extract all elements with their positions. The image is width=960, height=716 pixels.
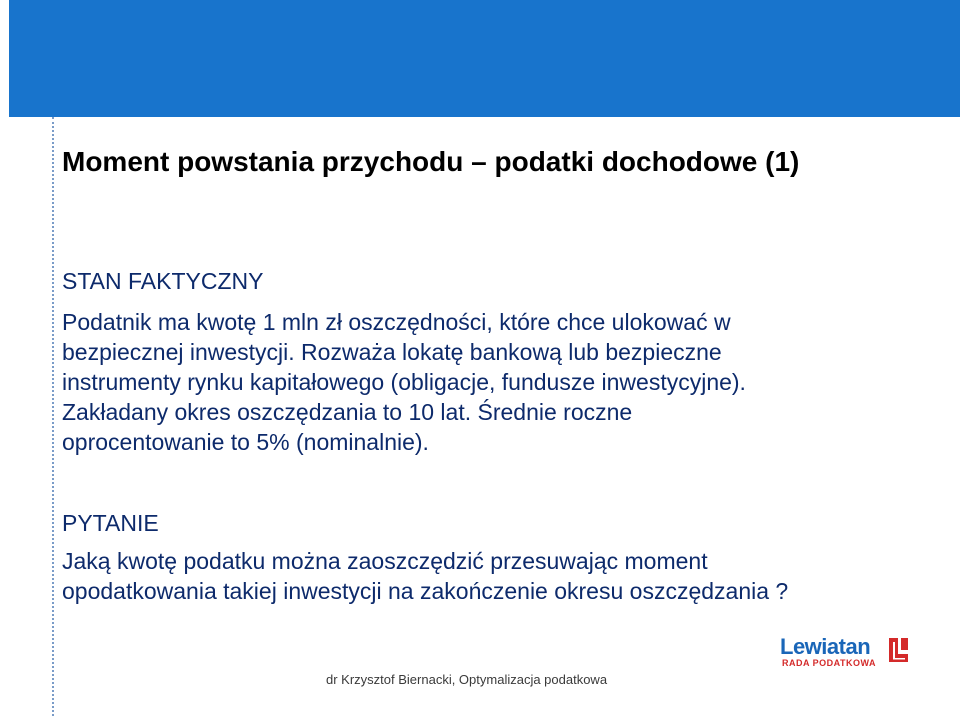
facts-line: bezpiecznej inwestycji. Rozważa lokatę bankową lub bezpieczne bbox=[62, 339, 722, 365]
lewiatan-mark-icon bbox=[886, 636, 912, 666]
question-paragraph bbox=[62, 546, 788, 606]
question-heading: PYTANIE bbox=[62, 510, 159, 536]
facts-line: instrumenty rynku kapitałowego (obligacje, fundusze inwestycyjne). bbox=[62, 369, 746, 395]
header-band bbox=[9, 0, 960, 117]
facts-heading: STAN FAKTYCZNY bbox=[62, 268, 264, 294]
facts-paragraph bbox=[62, 307, 746, 457]
lewiatan-logo bbox=[780, 636, 912, 670]
question-line: Jaką kwotę podatku można zaoszczędzić przesuwając moment bbox=[62, 548, 708, 574]
logo-name: Lewiatan bbox=[780, 634, 871, 659]
footer-credit: dr Krzysztof Biernacki, Optymalizacja podatkowa bbox=[326, 672, 608, 687]
logo-subtitle: RADA PODATKOWA bbox=[782, 658, 876, 668]
slide-title: Moment powstania przychodu – podatki dochodowe (1) bbox=[62, 146, 800, 177]
question-line: opodatkowania takiej inwestycji na zakończenie okresu oszczędzania ? bbox=[62, 578, 789, 604]
dotted-divider bbox=[52, 117, 54, 716]
facts-line: Zakładany okres oszczędzania to 10 lat. Średnie roczne bbox=[62, 399, 633, 425]
facts-line: Podatnik ma kwotę 1 mln zł oszczędności, które chce ulokować w bbox=[62, 309, 731, 335]
facts-line: oprocentowanie to 5% (nominalnie). bbox=[62, 429, 429, 455]
